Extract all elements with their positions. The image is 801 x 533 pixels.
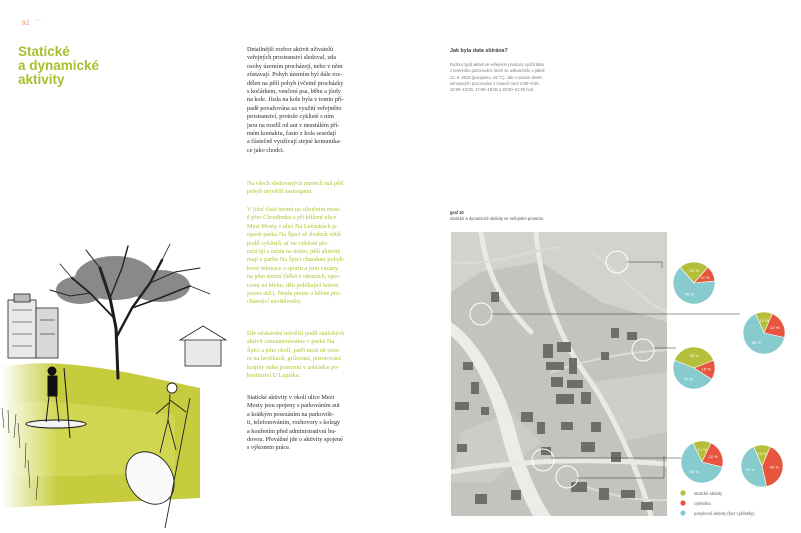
legend-label: statické aktivity [694,491,723,496]
text-line: Dle očekávání největší podíl statických [247,330,345,337]
text-line: Mezi Mosty s ulicí Na Ležánkách je [247,222,337,230]
text-line: dovou. Převážné jde o aktivity spojené [247,436,343,444]
text-line: hostinství U Lupíška. [247,372,301,380]
text-line: na jeho území (běhá v okruzích, spor- [247,273,341,281]
pie-data-label: 12 % [700,274,710,280]
pie-data-label: 13 % [757,451,767,457]
text-line: mají v parku Na Špici charakter pohyb- [247,256,345,264]
text-line: osoby územím procházejí, nebo v něm [247,62,343,70]
text-line: ní na lavičkách, grilování, pozorování [247,355,341,363]
text-line: 12. 6. 2018 (polojasno, 19 °C). Jde o soubor deset- [450,74,543,80]
text-line: V jižní části území na silničním most- [247,206,342,213]
text-line: z terénního pozorování, které se uskutečnilo v pátek [450,68,545,74]
text-line: mém kontaktu, často z kola sesedají [247,130,337,138]
pie-layer [673,262,785,487]
text-line: dělen na pěší pohyb (včetně procházky [247,79,344,87]
pie-5 [741,445,783,487]
legend [680,490,755,516]
pie-data-label: 15 % [701,366,711,372]
page-number-mark: ⌒ · [31,21,48,27]
text-line: Na všech sledovaných místech má pěší [247,180,344,187]
text-line: ě přes Chrudimku a při křížení ulice [247,214,337,222]
text-line: zůstávají. Pohyb územím byl dále roz- [247,71,343,79]
pie-3 [673,347,715,389]
pie-data-label: 22 % [708,454,718,460]
pie-1 [673,262,715,304]
pie-data-label: 65 % [751,339,761,345]
text-line: podíl cyklistů, ať ne cyklisté pře- [247,239,330,247]
pie-data-label: 64 % [689,468,699,474]
text-line: tovní na břehu, děti pobíhající kolem [247,281,339,289]
text-line: ce jako chodci. [247,146,285,154]
pie-data-label: 23 % [689,268,699,274]
section-title-line: Statické [18,44,70,59]
pie-2 [743,312,785,354]
text-line: mísťují z místa na místo, pěší aktivity [247,248,341,256]
legend-swatch-walking [680,510,685,515]
text-line: veřejných prostranství sledoval, zda [247,54,337,62]
text-line: a krátkým posezáním na parkovišt- [247,410,334,418]
page-number-value: 92 [22,21,30,27]
text-line: oproti parku Na Špici až dvakrát větší [247,231,341,239]
section-title-line: aktivity [18,72,65,87]
section-title-line: a dynamické [18,58,100,73]
text-line: Detailnější rozbor aktivit uživatelů [247,46,334,53]
text-line: a kouřením před administrativní bu- [247,427,337,435]
text-line: padě považována za využití veřejného [247,104,342,112]
text-line: prostranství, protože cyklisté s ním [247,113,334,121]
pie-data-label: 40 % [769,464,779,470]
text-line: jezera atd.). Nejde pouze o běžné pro- [247,290,342,298]
pie-data-label: 65 % [684,291,695,297]
text-line: krajiny nebo posezení v zahrádce po- [247,363,340,371]
text-line: s výkonem práce. [247,444,291,452]
legend-swatch-cycling [680,500,685,505]
text-line: a částečně využívají stejné komunika- [247,138,342,146]
leader-line [627,262,662,268]
text-line: bové rekreace a sportu a jsou vázány [247,264,339,272]
text-line: Špici a jeho okolí, patří mezi ně seze- [247,346,341,354]
legend-swatch-static [680,490,685,495]
text-line: Rozbor typů aktivit ve veřejném prostoru využil data [450,62,544,67]
pie-data-label: 47 % [683,376,694,382]
text-line: ti, telefonováním, rozhovory s kolegy [247,419,341,427]
text-line: 12:00–13:00, 17:00–18:00 a 20:00–21:00 hod. [450,87,535,93]
text-line: minutových pozorování v časech mezi 8:00–9:00, [450,80,540,86]
text-line: jsou na rozdíl od aut v neustálém pří- [247,121,340,129]
text-line: s kočárkem, venčení psa, běhu a jízdy [247,88,341,96]
pie-4 [681,441,723,483]
pie-data-label: 14 % [697,447,707,453]
pie-data-label: 38 % [689,353,699,359]
pie-data-label: 13 % [759,318,769,324]
text-line: aktivit zaznamenáváme v parku Na [247,338,335,346]
pie-data-label: 22 % [770,324,780,330]
graph-number: graf 10 [450,210,464,215]
legend-label: pohybové aktivity (bez cyklistiky) [694,511,755,516]
text-line: Mosty jsou spojeny s parkováním aut [247,402,340,410]
text-line: pohyb největší zastoupení. [247,188,313,196]
sidebar-heading: Jak byla data sbírána? [450,48,508,54]
legend-label: cyklistika [694,501,711,506]
text-line: cházející návštěvníky. [247,298,302,306]
text-line: Statické aktivity v okolí ulice Mezi [247,394,335,401]
text-line: na kole. Jízda na kole byla v tomto pří- [247,96,344,104]
pie-data-label: 47 % [745,467,755,473]
leader-line [577,456,664,478]
graph-title: statické a dynamické aktivity ve veřejném prostoru [450,216,544,221]
